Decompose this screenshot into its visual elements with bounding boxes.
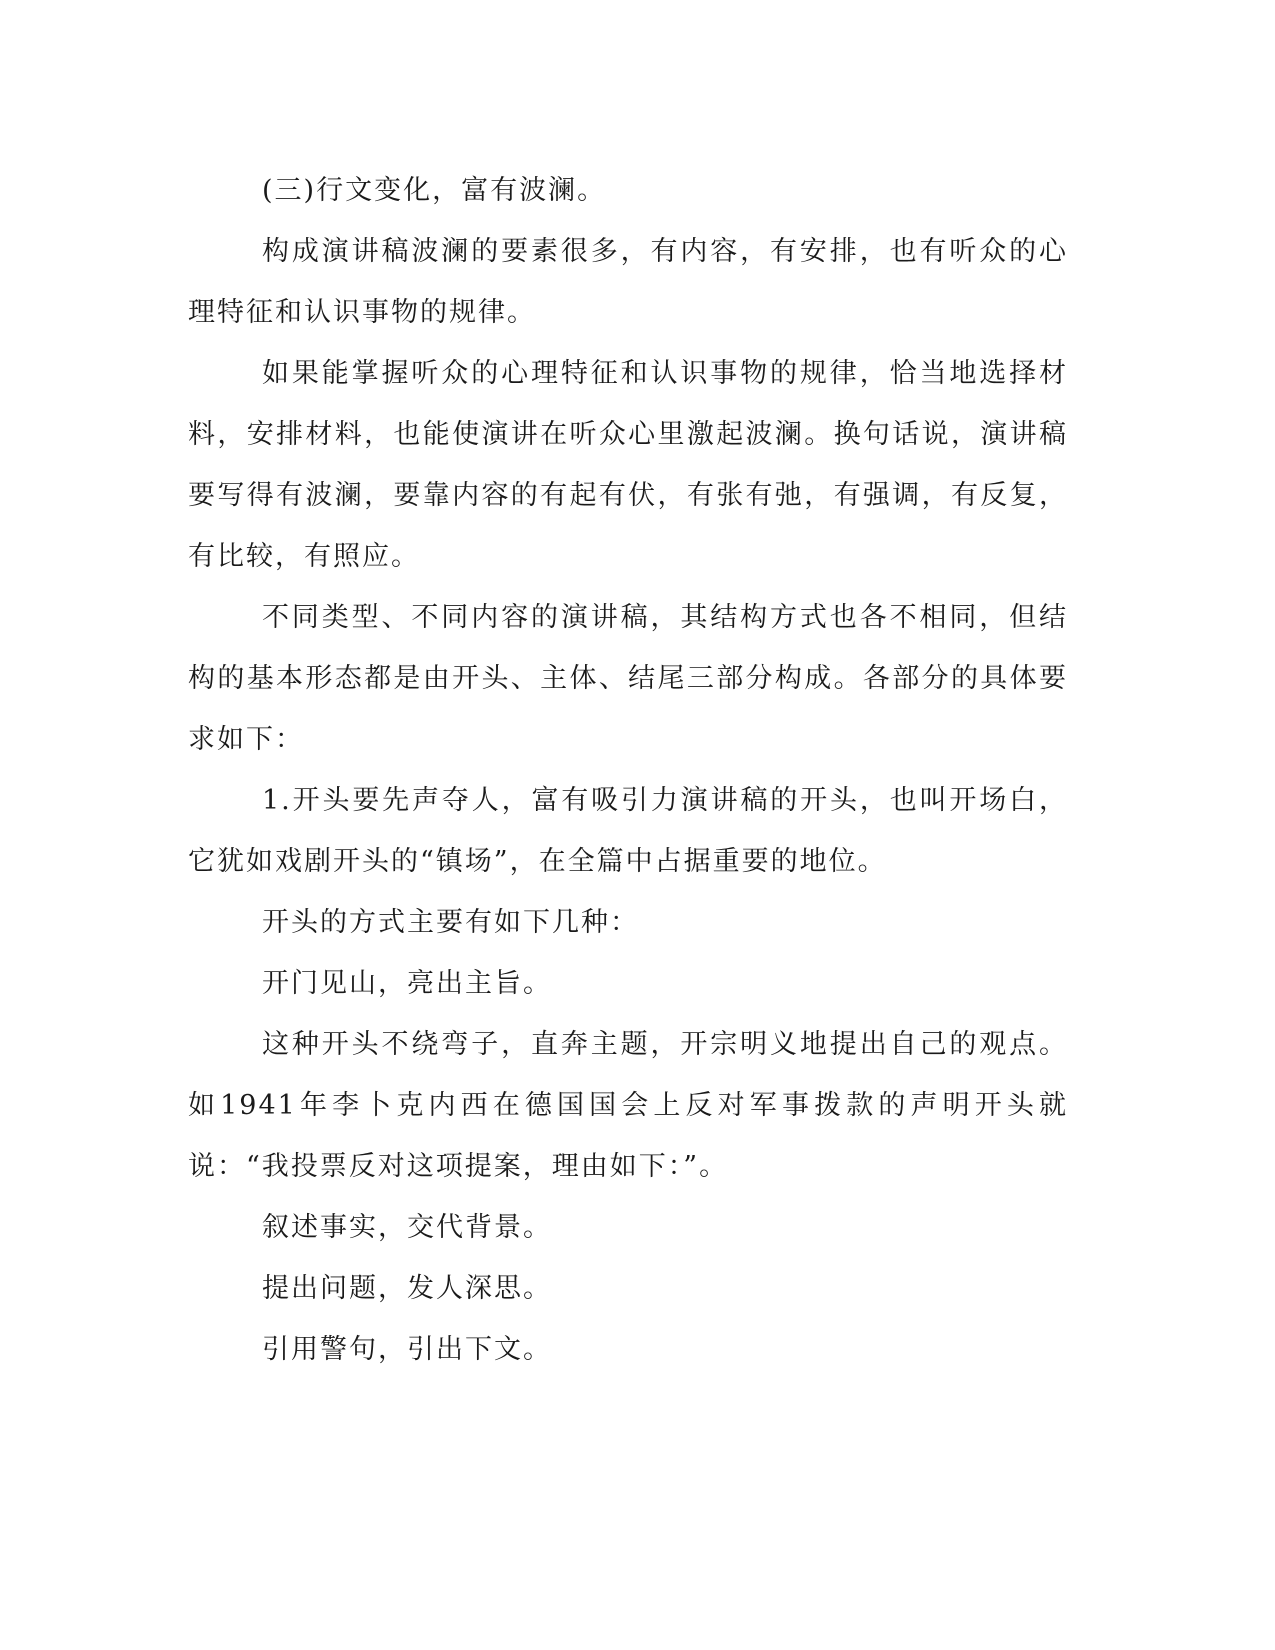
paragraph-method-1-detail: 这种开头不绕弯子，直奔主题，开宗明义地提出自己的观点。如1941年李卜克内西在德国国会上反对军事拨款的声明开头就说：“我投票反对这项提案，理由如下：”。 [188, 1029, 1068, 1182]
paragraph-method-3: 提出问题，发人深思。 [262, 1273, 552, 1304]
paragraph-method-2: 叙述事实，交代背景。 [262, 1212, 552, 1243]
paragraph-method-1: 开门见山，亮出主旨。 [262, 968, 552, 999]
paragraph-opening: 1.开头要先声夺人，富有吸引力演讲稿的开头，也叫开场白，它犹如戏剧开头的“镇场”，在全篇中占据重要的地位。 [188, 785, 1068, 877]
document-body [188, 160, 1068, 1380]
paragraph-opening-methods: 开头的方式主要有如下几种： [262, 907, 639, 938]
paragraph-elements: 构成演讲稿波澜的要素很多，有内容，有安排，也有听众的心理特征和认识事物的规律。 [188, 236, 1068, 328]
paragraph-structure: 不同类型、不同内容的演讲稿，其结构方式也各不相同，但结构的基本形态都是由开头、主体、结尾三部分构成。各部分的具体要求如下： [188, 602, 1068, 755]
paragraph-heading-3: (三)行文变化，富有波澜。 [262, 175, 607, 206]
paragraph-method-4: 引用警句，引出下文。 [262, 1334, 552, 1365]
paragraph-audience: 如果能掌握听众的心理特征和认识事物的规律，恰当地选择材料，安排材料，也能使演讲在听众心里激起波澜。换句话说，演讲稿要写得有波澜，要靠内容的有起有伏，有张有弛，有强调，有反复，有比较，有照应。 [188, 358, 1068, 572]
